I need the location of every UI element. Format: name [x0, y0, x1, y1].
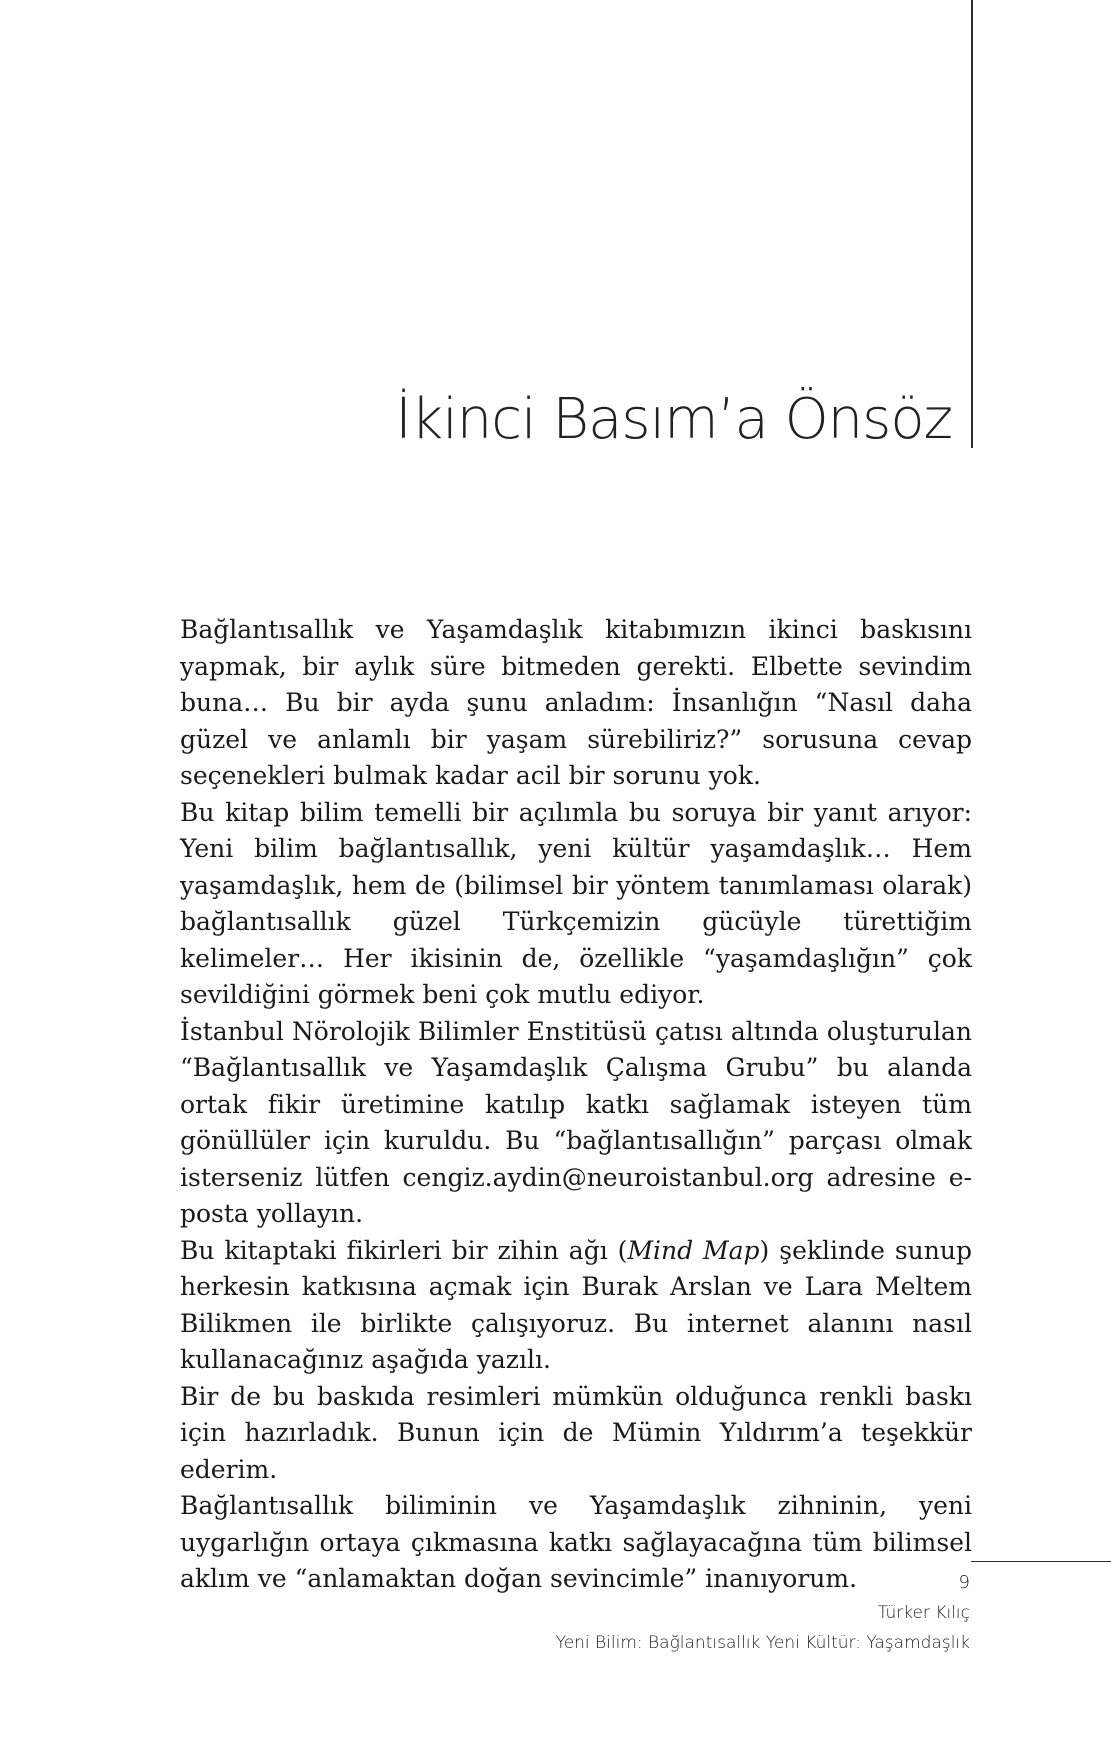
paragraph-4 [180, 1233, 972, 1379]
paragraph-2: Bu kitap bilim temelli bir açılımla bu soruya bir yanıt arıyor: Yeni bilim bağlantısallık, yeni kültür yaşamdaşlık… Hem yaşamdaşlık, hem de (bilimsel bir yöntem tanımlaması olarak) bağlantısallık güzel Türkçemizin gücüyle türettiğim kelimeler… Her ikisinin de, özellikle “yaşamdaşlığın” çok sevildiğini görmek beni çok mutlu ediyor. [180, 797, 972, 1009]
paragraph-1: Bağlantısallık ve Yaşamdaşlık kitabımızın ikinci baskısını yapmak, bir aylık süre bitmeden gerekti. Elbette sevindim buna… Bu bir ayda şunu anladım: İnsanlığın “Nasıl daha güzel ve anlamlı bir yaşam sürebiliriz?” sorusuna cevap seçenekleri bulmak kadar acil bir sorunu yok. [180, 615, 972, 790]
page-number: 9 [958, 1572, 970, 1593]
body-text [180, 612, 972, 1598]
paragraph-4-before: Bu kitaptaki fikirleri bir zihin ağı ( [180, 1235, 628, 1265]
mind-map-term: Mind Map [627, 1235, 760, 1265]
paragraph-5: Bir de bu baskıda resimleri mümkün olduğunca renkli baskı için hazırladık. Bunun için de Mümin Yıldırım’a teşekkür ederim. [180, 1381, 972, 1484]
chapter-title: İkinci Basım’a Önsöz [395, 387, 952, 452]
vertical-rule [971, 0, 973, 448]
paragraph-6: Bağlantısallık biliminin ve Yaşamdaşlık zihninin, yeni uygarlığın ortaya çıkmasına katkı sağlayacağına tüm bilimsel aklım ve “anlamaktan doğan sevincimle” inanıyorum. [180, 1491, 972, 1593]
footer-book-title: Yeni Bilim: Bağlantısallık Yeni Kültür: Yaşamdaşlık [555, 1633, 970, 1653]
paragraph-3: İstanbul Nörolojik Bilimler Enstitüsü çatısı altında oluşturulan “Bağlantısallık ve Yaşamdaşlık Çalışma Grubu” bu alanda ortak fikir üretimine katılıp katkı sağlamak isteyen tüm gönüllüler için kuruldu. Bu “bağlantısallığın” parçası olmak isterseniz lütfen cengiz.aydin@neuroistanbul.org adresine e-posta yollayın. [180, 1016, 972, 1228]
page-footer [556, 1568, 970, 1658]
paragraph-4-after: ) şeklinde sunup herkesin katkısına açmak için Burak Arslan ve Lara Meltem Bilikmen ile birlikte çalışıyoruz. Bu internet alanını nasıl kullanacağınız aşağıda yazılı. [180, 1235, 972, 1374]
footer-author: Türker Kılıç [877, 1603, 970, 1623]
footer-rule [971, 1561, 1111, 1562]
